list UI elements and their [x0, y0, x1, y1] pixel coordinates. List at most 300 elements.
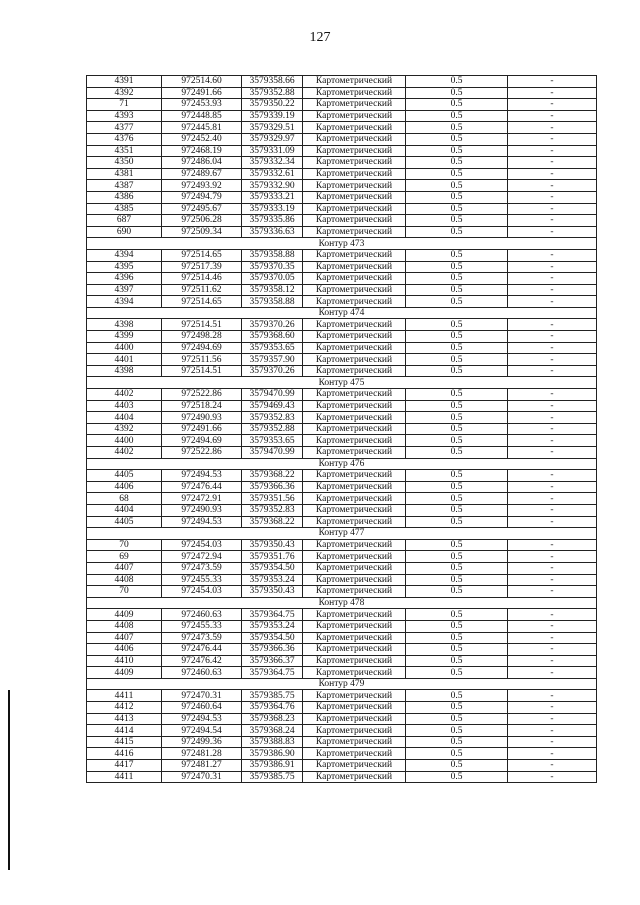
point-number-cell: 4398 [87, 319, 162, 331]
table-row [87, 157, 597, 169]
precision-cell: 0.5 [406, 342, 508, 354]
point-number-cell: 71 [87, 99, 162, 111]
precision-cell: 0.5 [406, 284, 508, 296]
y-coordinate-cell: 3579331.09 [242, 145, 303, 157]
table-row [87, 168, 597, 180]
precision-cell: 0.5 [406, 539, 508, 551]
table-row [87, 725, 597, 737]
description-cell: - [508, 110, 597, 122]
point-number-cell: 4408 [87, 620, 162, 632]
point-number-cell: 68 [87, 493, 162, 505]
method-cell: Картометрический [303, 644, 406, 656]
table-row [87, 226, 597, 238]
contour-label: Контур 476 [87, 458, 597, 470]
point-number-cell: 69 [87, 551, 162, 563]
table-row [87, 342, 597, 354]
y-coordinate-cell: 3579364.76 [242, 702, 303, 714]
point-number-cell: 4381 [87, 168, 162, 180]
table-row [87, 574, 597, 586]
y-coordinate-cell: 3579470.99 [242, 447, 303, 459]
description-cell: - [508, 400, 597, 412]
description-cell: - [508, 342, 597, 354]
y-coordinate-cell: 3579351.56 [242, 493, 303, 505]
x-coordinate-cell: 972470.31 [162, 771, 242, 783]
y-coordinate-cell: 3579370.35 [242, 261, 303, 273]
point-number-cell: 4408 [87, 574, 162, 586]
x-coordinate-cell: 972514.60 [162, 76, 242, 88]
table-row [87, 99, 597, 111]
precision-cell: 0.5 [406, 122, 508, 134]
description-cell: - [508, 273, 597, 285]
contour-header-row [87, 678, 597, 690]
y-coordinate-cell: 3579386.91 [242, 760, 303, 772]
x-coordinate-cell: 972460.64 [162, 702, 242, 714]
precision-cell: 0.5 [406, 516, 508, 528]
table-row [87, 215, 597, 227]
method-cell: Картометрический [303, 632, 406, 644]
point-number-cell: 4398 [87, 365, 162, 377]
method-cell: Картометрический [303, 400, 406, 412]
table-row [87, 586, 597, 598]
method-cell: Картометрический [303, 702, 406, 714]
x-coordinate-cell: 972514.46 [162, 273, 242, 285]
y-coordinate-cell: 3579366.36 [242, 644, 303, 656]
description-cell: - [508, 133, 597, 145]
contour-label: Контур 475 [87, 377, 597, 389]
y-coordinate-cell: 3579354.50 [242, 562, 303, 574]
y-coordinate-cell: 3579352.88 [242, 87, 303, 99]
description-cell: - [508, 690, 597, 702]
table-row [87, 296, 597, 308]
precision-cell: 0.5 [406, 644, 508, 656]
contour-label: Контур 477 [87, 528, 597, 540]
x-coordinate-cell: 972454.03 [162, 586, 242, 598]
method-cell: Картометрический [303, 655, 406, 667]
method-cell: Картометрический [303, 331, 406, 343]
table-row [87, 516, 597, 528]
method-cell: Картометрический [303, 771, 406, 783]
table-row [87, 620, 597, 632]
description-cell: - [508, 504, 597, 516]
x-coordinate-cell: 972499.36 [162, 736, 242, 748]
precision-cell: 0.5 [406, 702, 508, 714]
precision-cell: 0.5 [406, 481, 508, 493]
description-cell: - [508, 389, 597, 401]
table-row [87, 481, 597, 493]
x-coordinate-cell: 972452.40 [162, 133, 242, 145]
contour-label: Контур 473 [87, 238, 597, 250]
point-number-cell: 4386 [87, 191, 162, 203]
x-coordinate-cell: 972481.28 [162, 748, 242, 760]
description-cell: - [508, 319, 597, 331]
point-number-cell: 4411 [87, 771, 162, 783]
method-cell: Картометрический [303, 539, 406, 551]
contour-label: Контур 474 [87, 307, 597, 319]
description-cell: - [508, 354, 597, 366]
method-cell: Картометрический [303, 342, 406, 354]
description-cell: - [508, 632, 597, 644]
x-coordinate-cell: 972514.51 [162, 319, 242, 331]
method-cell: Картометрический [303, 284, 406, 296]
point-number-cell: 4407 [87, 632, 162, 644]
table-row [87, 122, 597, 134]
method-cell: Картометрический [303, 99, 406, 111]
point-number-cell: 4385 [87, 203, 162, 215]
table-row [87, 655, 597, 667]
y-coordinate-cell: 3579385.75 [242, 690, 303, 702]
x-coordinate-cell: 972494.53 [162, 516, 242, 528]
precision-cell: 0.5 [406, 447, 508, 459]
table-row [87, 760, 597, 772]
x-coordinate-cell: 972472.91 [162, 493, 242, 505]
method-cell: Картометрический [303, 412, 406, 424]
table-row [87, 284, 597, 296]
point-number-cell: 4391 [87, 76, 162, 88]
table-row [87, 76, 597, 88]
description-cell: - [508, 609, 597, 621]
method-cell: Картометрический [303, 215, 406, 227]
precision-cell: 0.5 [406, 296, 508, 308]
contour-header-row [87, 307, 597, 319]
point-number-cell: 4406 [87, 481, 162, 493]
point-number-cell: 4416 [87, 748, 162, 760]
y-coordinate-cell: 3579353.65 [242, 435, 303, 447]
point-number-cell: 4415 [87, 736, 162, 748]
x-coordinate-cell: 972494.69 [162, 342, 242, 354]
description-cell: - [508, 539, 597, 551]
x-coordinate-cell: 972468.19 [162, 145, 242, 157]
coordinates-table-body [87, 76, 597, 783]
method-cell: Картометрический [303, 389, 406, 401]
precision-cell: 0.5 [406, 203, 508, 215]
description-cell: - [508, 748, 597, 760]
y-coordinate-cell: 3579351.76 [242, 551, 303, 563]
y-coordinate-cell: 3579353.24 [242, 620, 303, 632]
y-coordinate-cell: 3579332.61 [242, 168, 303, 180]
description-cell: - [508, 215, 597, 227]
point-number-cell: 4406 [87, 644, 162, 656]
y-coordinate-cell: 3579352.83 [242, 412, 303, 424]
y-coordinate-cell: 3579333.21 [242, 191, 303, 203]
y-coordinate-cell: 3579353.24 [242, 574, 303, 586]
x-coordinate-cell: 972460.63 [162, 667, 242, 679]
point-number-cell: 4405 [87, 470, 162, 482]
description-cell: - [508, 87, 597, 99]
description-cell: - [508, 284, 597, 296]
method-cell: Картометрический [303, 504, 406, 516]
table-row [87, 748, 597, 760]
method-cell: Картометрический [303, 760, 406, 772]
x-coordinate-cell: 972494.69 [162, 435, 242, 447]
point-number-cell: 4409 [87, 667, 162, 679]
method-cell: Картометрический [303, 87, 406, 99]
point-number-cell: 4403 [87, 400, 162, 412]
table-row [87, 667, 597, 679]
y-coordinate-cell: 3579368.22 [242, 470, 303, 482]
method-cell: Картометрический [303, 180, 406, 192]
method-cell: Картометрический [303, 586, 406, 598]
x-coordinate-cell: 972494.54 [162, 725, 242, 737]
table-row [87, 273, 597, 285]
x-coordinate-cell: 972493.92 [162, 180, 242, 192]
method-cell: Картометрический [303, 551, 406, 563]
description-cell: - [508, 296, 597, 308]
y-coordinate-cell: 3579350.43 [242, 539, 303, 551]
x-coordinate-cell: 972445.81 [162, 122, 242, 134]
description-cell: - [508, 249, 597, 261]
table-row [87, 249, 597, 261]
method-cell: Картометрический [303, 226, 406, 238]
precision-cell: 0.5 [406, 562, 508, 574]
precision-cell: 0.5 [406, 586, 508, 598]
precision-cell: 0.5 [406, 435, 508, 447]
x-coordinate-cell: 972517.39 [162, 261, 242, 273]
precision-cell: 0.5 [406, 470, 508, 482]
method-cell: Картометрический [303, 736, 406, 748]
y-coordinate-cell: 3579370.05 [242, 273, 303, 285]
point-number-cell: 4387 [87, 180, 162, 192]
point-number-cell: 690 [87, 226, 162, 238]
y-coordinate-cell: 3579358.88 [242, 249, 303, 261]
description-cell: - [508, 551, 597, 563]
point-number-cell: 4409 [87, 609, 162, 621]
table-row [87, 365, 597, 377]
method-cell: Картометрический [303, 354, 406, 366]
point-number-cell: 4402 [87, 447, 162, 459]
x-coordinate-cell: 972518.24 [162, 400, 242, 412]
method-cell: Картометрический [303, 76, 406, 88]
x-coordinate-cell: 972522.86 [162, 447, 242, 459]
point-number-cell: 4410 [87, 655, 162, 667]
y-coordinate-cell: 3579368.22 [242, 516, 303, 528]
precision-cell: 0.5 [406, 145, 508, 157]
precision-cell: 0.5 [406, 76, 508, 88]
y-coordinate-cell: 3579366.37 [242, 655, 303, 667]
x-coordinate-cell: 972476.42 [162, 655, 242, 667]
table-row [87, 435, 597, 447]
table-row [87, 203, 597, 215]
point-number-cell: 4400 [87, 435, 162, 447]
point-number-cell: 4397 [87, 284, 162, 296]
precision-cell: 0.5 [406, 690, 508, 702]
method-cell: Картометрический [303, 145, 406, 157]
table-row [87, 87, 597, 99]
point-number-cell: 687 [87, 215, 162, 227]
description-cell: - [508, 331, 597, 343]
precision-cell: 0.5 [406, 504, 508, 516]
point-number-cell: 4402 [87, 389, 162, 401]
description-cell: - [508, 157, 597, 169]
point-number-cell: 4412 [87, 702, 162, 714]
x-coordinate-cell: 972476.44 [162, 644, 242, 656]
table-row [87, 504, 597, 516]
point-number-cell: 4400 [87, 342, 162, 354]
table-row [87, 110, 597, 122]
point-number-cell: 4376 [87, 133, 162, 145]
precision-cell: 0.5 [406, 760, 508, 772]
method-cell: Картометрический [303, 110, 406, 122]
table-row [87, 389, 597, 401]
y-coordinate-cell: 3579333.19 [242, 203, 303, 215]
y-coordinate-cell: 3579329.51 [242, 122, 303, 134]
table-row [87, 644, 597, 656]
method-cell: Картометрический [303, 562, 406, 574]
point-number-cell: 70 [87, 539, 162, 551]
point-number-cell: 4399 [87, 331, 162, 343]
x-coordinate-cell: 972491.66 [162, 87, 242, 99]
precision-cell: 0.5 [406, 110, 508, 122]
x-coordinate-cell: 972506.28 [162, 215, 242, 227]
point-number-cell: 4393 [87, 110, 162, 122]
point-number-cell: 4401 [87, 354, 162, 366]
table-row [87, 447, 597, 459]
x-coordinate-cell: 972495.67 [162, 203, 242, 215]
method-cell: Картометрический [303, 365, 406, 377]
x-coordinate-cell: 972460.63 [162, 609, 242, 621]
table-row [87, 180, 597, 192]
precision-cell: 0.5 [406, 620, 508, 632]
description-cell: - [508, 644, 597, 656]
precision-cell: 0.5 [406, 713, 508, 725]
precision-cell: 0.5 [406, 667, 508, 679]
point-number-cell: 4394 [87, 249, 162, 261]
y-coordinate-cell: 3579358.66 [242, 76, 303, 88]
method-cell: Картометрический [303, 423, 406, 435]
y-coordinate-cell: 3579385.75 [242, 771, 303, 783]
description-cell: - [508, 99, 597, 111]
description-cell: - [508, 655, 597, 667]
precision-cell: 0.5 [406, 493, 508, 505]
point-number-cell: 4394 [87, 296, 162, 308]
x-coordinate-cell: 972511.62 [162, 284, 242, 296]
y-coordinate-cell: 3579339.19 [242, 110, 303, 122]
method-cell: Картометрический [303, 133, 406, 145]
x-coordinate-cell: 972494.53 [162, 470, 242, 482]
description-cell: - [508, 562, 597, 574]
precision-cell: 0.5 [406, 389, 508, 401]
x-coordinate-cell: 972486.04 [162, 157, 242, 169]
x-coordinate-cell: 972509.34 [162, 226, 242, 238]
table-row [87, 412, 597, 424]
precision-cell: 0.5 [406, 609, 508, 621]
method-cell: Картометрический [303, 435, 406, 447]
table-row [87, 191, 597, 203]
precision-cell: 0.5 [406, 400, 508, 412]
y-coordinate-cell: 3579332.90 [242, 180, 303, 192]
x-coordinate-cell: 972490.93 [162, 504, 242, 516]
x-coordinate-cell: 972454.03 [162, 539, 242, 551]
contour-header-row [87, 528, 597, 540]
y-coordinate-cell: 3579336.63 [242, 226, 303, 238]
y-coordinate-cell: 3579388.83 [242, 736, 303, 748]
table-row [87, 539, 597, 551]
description-cell: - [508, 122, 597, 134]
x-coordinate-cell: 972511.56 [162, 354, 242, 366]
description-cell: - [508, 365, 597, 377]
method-cell: Картометрический [303, 296, 406, 308]
table-row [87, 470, 597, 482]
method-cell: Картометрический [303, 620, 406, 632]
point-number-cell: 4411 [87, 690, 162, 702]
y-coordinate-cell: 3579386.90 [242, 748, 303, 760]
precision-cell: 0.5 [406, 168, 508, 180]
precision-cell: 0.5 [406, 87, 508, 99]
x-coordinate-cell: 972514.65 [162, 249, 242, 261]
x-coordinate-cell: 972453.93 [162, 99, 242, 111]
x-coordinate-cell: 972476.44 [162, 481, 242, 493]
description-cell: - [508, 586, 597, 598]
y-coordinate-cell: 3579368.23 [242, 713, 303, 725]
point-number-cell: 4351 [87, 145, 162, 157]
method-cell: Картометрический [303, 203, 406, 215]
table-row [87, 423, 597, 435]
x-coordinate-cell: 972470.31 [162, 690, 242, 702]
y-coordinate-cell: 3579358.12 [242, 284, 303, 296]
description-cell: - [508, 145, 597, 157]
point-number-cell: 4377 [87, 122, 162, 134]
coordinates-table [86, 75, 597, 783]
description-cell: - [508, 261, 597, 273]
x-coordinate-cell: 972473.59 [162, 632, 242, 644]
table-row [87, 551, 597, 563]
precision-cell: 0.5 [406, 365, 508, 377]
description-cell: - [508, 180, 597, 192]
method-cell: Картометрический [303, 168, 406, 180]
method-cell: Картометрический [303, 493, 406, 505]
description-cell: - [508, 667, 597, 679]
point-number-cell: 4396 [87, 273, 162, 285]
description-cell: - [508, 470, 597, 482]
y-coordinate-cell: 3579350.22 [242, 99, 303, 111]
x-coordinate-cell: 972490.93 [162, 412, 242, 424]
description-cell: - [508, 620, 597, 632]
y-coordinate-cell: 3579370.26 [242, 319, 303, 331]
table-row [87, 400, 597, 412]
y-coordinate-cell: 3579469.43 [242, 400, 303, 412]
x-coordinate-cell: 972481.27 [162, 760, 242, 772]
y-coordinate-cell: 3579366.36 [242, 481, 303, 493]
method-cell: Картометрический [303, 725, 406, 737]
contour-header-row [87, 377, 597, 389]
point-number-cell: 4413 [87, 713, 162, 725]
table-row [87, 736, 597, 748]
method-cell: Картометрический [303, 713, 406, 725]
precision-cell: 0.5 [406, 574, 508, 586]
point-number-cell: 4404 [87, 504, 162, 516]
method-cell: Картометрический [303, 249, 406, 261]
x-coordinate-cell: 972514.65 [162, 296, 242, 308]
table-row [87, 493, 597, 505]
table-row [87, 354, 597, 366]
margin-mark [8, 690, 10, 870]
point-number-cell: 4417 [87, 760, 162, 772]
precision-cell: 0.5 [406, 215, 508, 227]
description-cell: - [508, 702, 597, 714]
x-coordinate-cell: 972522.86 [162, 389, 242, 401]
x-coordinate-cell: 972472.94 [162, 551, 242, 563]
method-cell: Картометрический [303, 157, 406, 169]
point-number-cell: 4404 [87, 412, 162, 424]
precision-cell: 0.5 [406, 249, 508, 261]
x-coordinate-cell: 972494.79 [162, 191, 242, 203]
precision-cell: 0.5 [406, 423, 508, 435]
description-cell: - [508, 435, 597, 447]
point-number-cell: 4395 [87, 261, 162, 273]
precision-cell: 0.5 [406, 748, 508, 760]
precision-cell: 0.5 [406, 273, 508, 285]
description-cell: - [508, 168, 597, 180]
contour-label: Контур 479 [87, 678, 597, 690]
